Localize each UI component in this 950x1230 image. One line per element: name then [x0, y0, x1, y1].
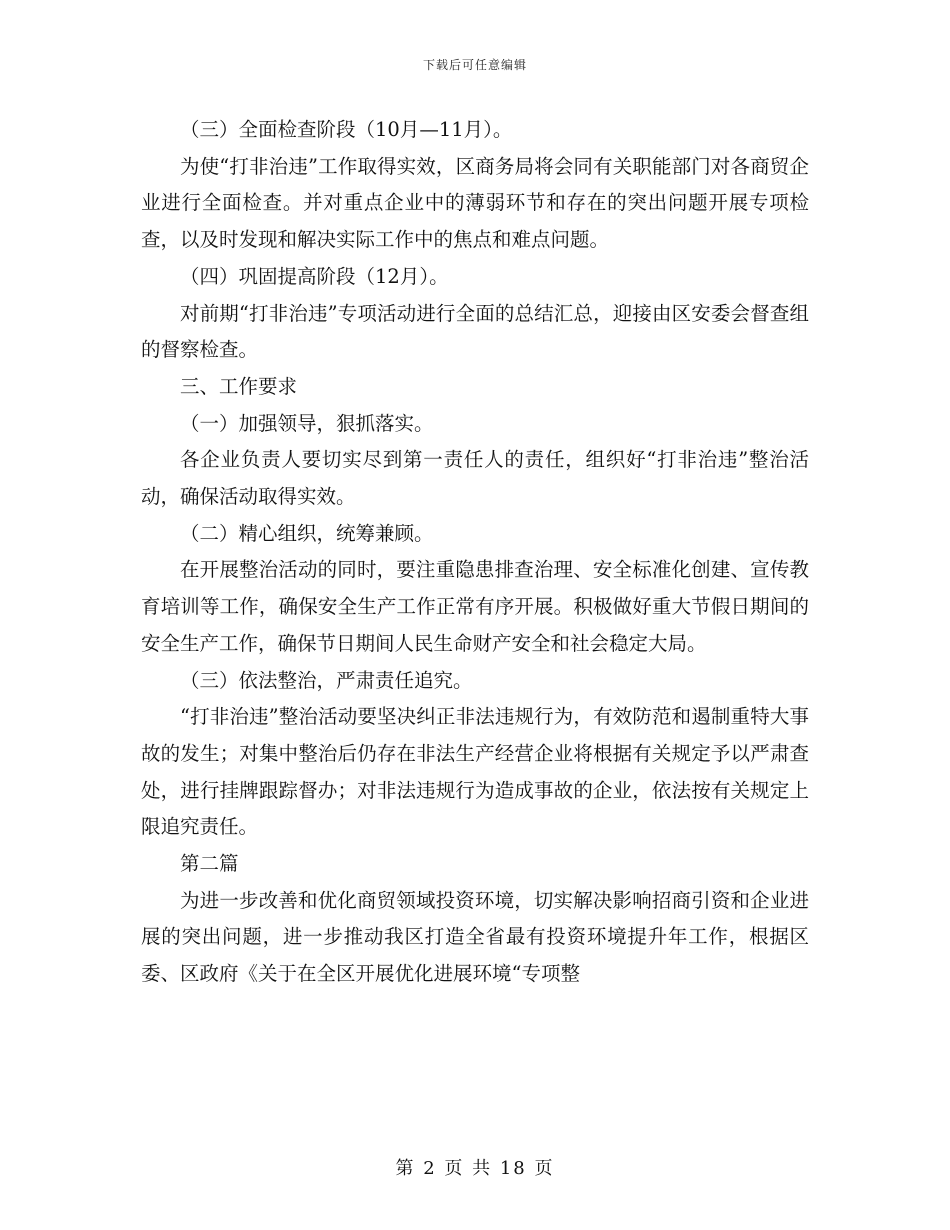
paragraph-stage-three-body: 为使“打非治违”工作取得实效，区商务局将会同有关职能部门对各商贸企业进行全面检查。并对重点企业中的薄弱环节和存在的突出问题开展专项检查，以及时发现和解决实际工作中的焦点和难点问题。 [141, 154, 809, 252]
paragraph-stage-four-body: 对前期“打非治违”专项活动进行全面的总结汇总，迎接由区安委会督查组的督察检查。 [141, 301, 809, 362]
paragraph-requirement-three-body: “打非治违”整治活动要坚决纠正非法违规行为，有效防范和遏制重特大事故的发生；对集中整治后仍存在非法生产经营企业将根据有关规定予以严肃查处，进行挂牌跟踪督办；对非法违规行为造成事故的企业，依法按有关规定上限追究责任。 [141, 705, 809, 839]
document-body [141, 112, 809, 993]
paragraph-stage-four-heading: （四）巩固提高阶段（12月）。 [180, 264, 449, 288]
section-heading-part-two: 第二篇 [180, 852, 239, 876]
paragraph-requirement-three-heading: （三）依法整治，严肃责任追究。 [180, 668, 473, 692]
paragraph-requirement-one-heading: （一）加强领导，狠抓落实。 [180, 411, 434, 435]
section-heading-requirements: 三、工作要求 [180, 374, 298, 398]
paragraph-part-two-intro: 为进一步改善和优化商贸领域投资环境，切实解决影响招商引资和企业进展的突出问题，进一步推动我区打造全省最有投资环境提升年工作，根据区委、区政府《关于在全区开展优化进展环境“专项整 [141, 888, 809, 986]
paragraph-requirement-one-body: 各企业负责人要切实尽到第一责任人的责任，组织好“打非治违”整治活动，确保活动取得实效。 [141, 448, 809, 509]
paragraph-requirement-two-body: 在开展整治活动的同时，要注重隐患排查治理、安全标准化创建、宣传教育培训等工作，确保安全生产工作正常有序开展。积极做好重大节假日期间的安全生产工作，确保节日期间人民生命财产安全和社会稳定大局。 [141, 558, 809, 655]
page-header-note: 下载后可任意编辑 [422, 58, 527, 72]
page-number-footer: 第 2 页 共 18 页 [395, 1158, 555, 1179]
paragraph-requirement-two-heading: （二）精心组织，统筹兼顾。 [180, 521, 434, 545]
paragraph-stage-three-heading: （三）全面检查阶段（10月—11月）。 [180, 118, 513, 141]
